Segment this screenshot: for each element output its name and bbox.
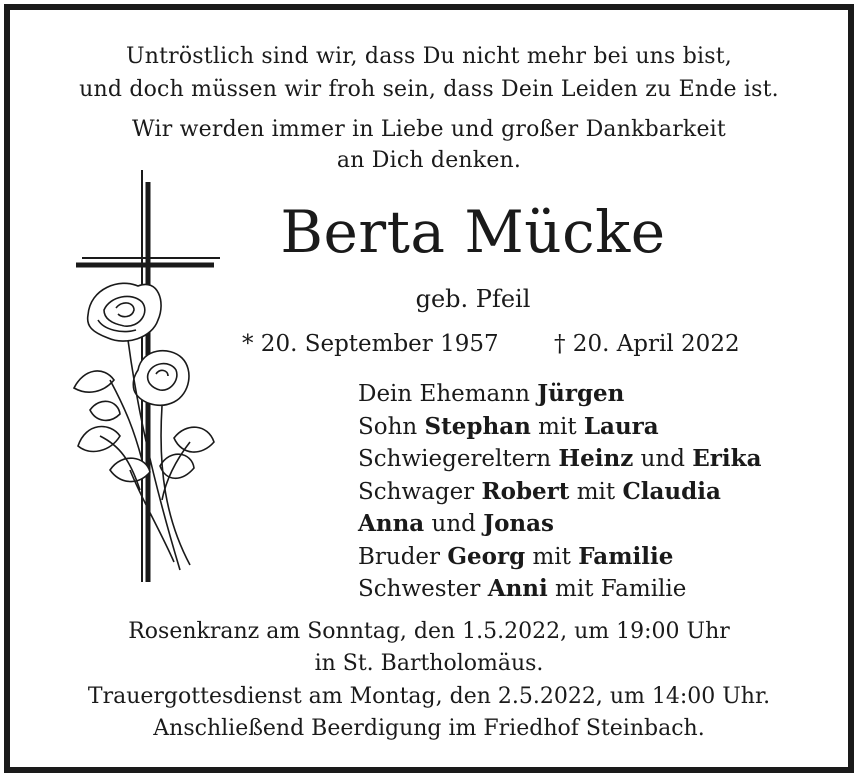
family-name: Claudia (622, 477, 721, 505)
family-relation: Schwiegereltern (358, 446, 559, 472)
family-relation: mit Familie (547, 576, 687, 602)
family-relation: und (424, 511, 484, 537)
family-name: Anni (487, 575, 548, 602)
birth-date: * 20. September 1957 (242, 331, 499, 357)
family-relation: mit (525, 543, 579, 570)
family-relation: mit (530, 413, 584, 440)
death-date: † 20. April 2022 (554, 331, 740, 357)
family-relation: mit (569, 478, 623, 505)
family-line (358, 476, 761, 509)
event-line-2: in St. Bartholomäus. (314, 651, 544, 676)
event-line-3: Trauergottesdienst am Montag, den 2.5.2022, um 14:00 Uhr. (87, 684, 771, 709)
family-relation: Dein Ehemann (358, 381, 538, 407)
family-name: Robert (481, 477, 570, 505)
family-line (358, 443, 761, 476)
intro-line-1: Untröstlich sind wir, dass Du nicht mehr bei uns bist, (126, 44, 732, 69)
family-line (358, 573, 761, 606)
family-name: Familie (578, 542, 674, 570)
family-name: Anna (358, 510, 425, 537)
family-line (358, 411, 761, 444)
family-line (358, 378, 761, 411)
event-line-1: Rosenkranz am Sonntag, den 1.5.2022, um 19:00 Uhr (128, 619, 730, 644)
family-name: Stephan (424, 412, 531, 440)
family-name: Jürgen (537, 380, 625, 407)
family-name: Laura (583, 412, 659, 440)
family-name: Georg (447, 542, 526, 570)
family-relation: Schwager (358, 478, 482, 505)
family-line (358, 541, 761, 574)
family-relation: Schwester (358, 576, 488, 602)
deceased-name: Berta Mücke (280, 198, 666, 266)
maiden-name: geb. Pfeil (415, 285, 531, 313)
family-name: Jonas (483, 510, 554, 537)
family-relation: Bruder (358, 543, 448, 570)
event-line-4: Anschließend Beerdigung im Friedhof Steinbach. (153, 716, 705, 741)
obituary-frame (4, 4, 854, 773)
family-line (358, 508, 761, 541)
family-name: Heinz (558, 445, 634, 472)
intro-line-2: und doch müssen wir froh sein, dass Dein Leiden zu Ende ist. (79, 77, 779, 102)
intro-line-4: an Dich denken. (336, 148, 522, 173)
family-name: Erika (692, 445, 762, 472)
intro-line-3: Wir werden immer in Liebe und großer Dankbarkeit (132, 117, 726, 142)
family-relation: und (633, 446, 693, 472)
family-list (358, 378, 761, 606)
family-relation: Sohn (358, 413, 425, 440)
